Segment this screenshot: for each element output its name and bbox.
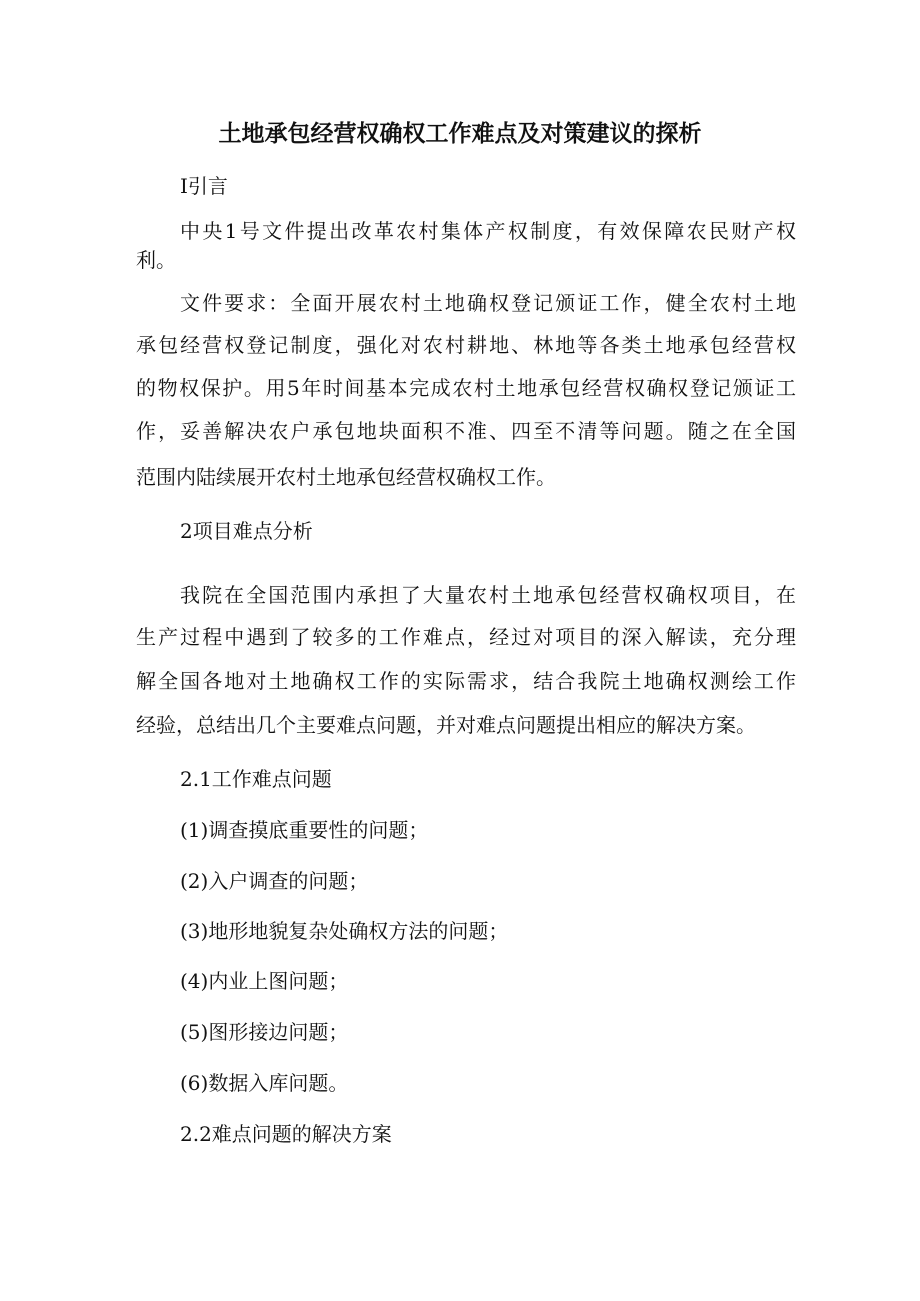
list-item: (5)图形接边问题；: [180, 1020, 349, 1044]
list-item: (1)调查摸底重要性的问题；: [180, 818, 429, 842]
paragraph-line: 解全国各地对土地确权工作的实际需求，结合我院土地确权测绘工作: [136, 669, 796, 693]
paragraph-line: 我院在全国范围内承担了大量农村土地承包经营权确权项目，在: [180, 583, 796, 607]
paragraph-line: 文件要求：全面开展农村土地确权登记颁证工作，健全农村土地: [180, 291, 796, 315]
document-title: 土地承包经营权确权工作难点及对策建议的探析: [218, 121, 702, 147]
paragraph-line: 中央1号文件提出改革农村集体产权制度，有效保障农民财产权: [180, 219, 796, 243]
list-item: (3)地形地貌复杂处确权方法的问题；: [180, 919, 509, 943]
section-heading-work-difficulties: 2.1工作难点问题: [180, 767, 332, 791]
paragraph-line: 承包经营权登记制度，强化对农村耕地、林地等各类土地承包经营权: [136, 333, 796, 357]
section-heading-introduction: I引言: [180, 174, 228, 198]
list-item: (4)内业上图问题；: [180, 969, 349, 993]
section-heading-difficulty-analysis: 2项目难点分析: [180, 519, 313, 543]
paragraph-line: 经验，总结出几个主要难点问题，并对难点问题提出相应的解决方案。: [136, 713, 756, 737]
paragraph-line: 范围内陆续展开农村土地承包经营权确权工作。: [136, 465, 556, 489]
list-item: (2)入户调查的问题；: [180, 869, 369, 893]
paragraph-line: 作，妥善解决农户承包地块面积不准、四至不清等问题。随之在全国: [136, 419, 796, 443]
paragraph-line: 生产过程中遇到了较多的工作难点，经过对项目的深入解读，充分理: [136, 625, 796, 649]
list-item: (6)数据入库问题。: [180, 1071, 349, 1095]
section-heading-solutions: 2.2难点问题的解决方案: [180, 1122, 392, 1146]
paragraph-line: 利。: [136, 248, 176, 272]
paragraph-line: 的物权保护。用5年时间基本完成农村土地承包经营权确权登记颁证工: [136, 376, 796, 400]
